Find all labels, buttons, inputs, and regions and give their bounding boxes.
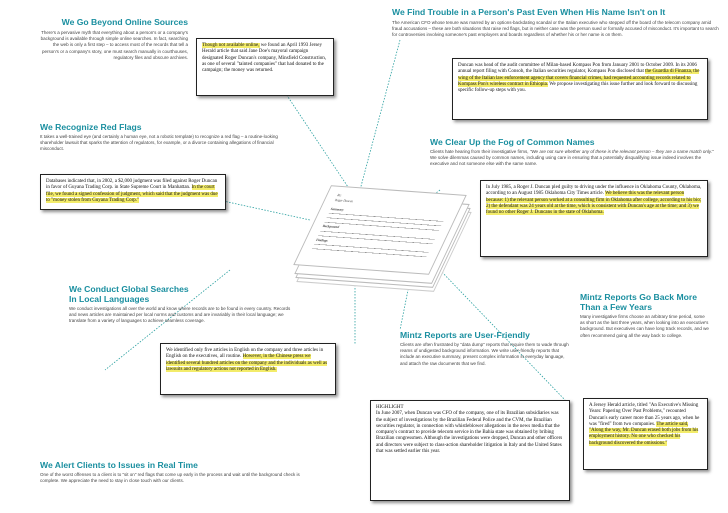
excerpt-highlight: In the court file, we found a signed confession of judgment, which said that the judgment was due to "money stolen from Guyana Trading Corp." — [46, 185, 218, 203]
excerpt-highlight: Though not available online, — [202, 43, 260, 48]
section-heading-friendly: Mintz Reports are User-Friendly — [400, 330, 530, 340]
excerpt-text: we found an April 1993 Jersey Herald article that said Jane Doe's mayoral campaign designated Roger Duncan's company, Minsfield Construction, as one of several "tainted companies" that had donated to the campaign; the money was returned. — [202, 43, 327, 74]
excerpt-box-trouble — [452, 58, 708, 120]
excerpt-text: Duncan was head of the audit committee of Milan-based Kompass Pon from January 2001 to October 2009. In its 2006 annual report filing with Consob, the Italian securities regulator, Kompass Pon disclosed that — [458, 63, 697, 75]
excerpt-box-friendly — [370, 400, 570, 501]
section-heading-redflags: We Recognize Red Flags — [40, 122, 142, 132]
excerpt-text: We identified only five articles in English on the company and three articles in English on the executives, all routine. — [166, 348, 324, 360]
excerpt-label: HIGHLIGHT — [376, 405, 404, 410]
section-heading-global-line1: We Conduct Global Searches — [69, 284, 189, 294]
excerpt-box-redflags — [40, 174, 226, 210]
section-body-names — [430, 149, 715, 168]
section-heading-back-line1: Mintz Reports Go Back More — [580, 292, 697, 302]
section-heading-global — [69, 284, 279, 304]
excerpt-box-online — [196, 38, 334, 96]
report-line: Re: — [336, 192, 343, 198]
section-body-online: There's a pervasive myth that everything about a person's or a company's background is available through simple online searches. In fact, searching the web is only a first step – to access most of the records that tell a person's or a company's story, one must search manually in courthouses, regulatory files and obscure archives. — [40, 30, 188, 60]
excerpt-text: Databases indicated that, in 2002, a $2,000 judgment was filed against Roger Duncan in favor of Guyana Trading Corp. in State Supreme Court in Manhattan. — [46, 179, 218, 191]
connector-trouble — [360, 40, 400, 190]
section-heading-online: We Go Beyond Online Sources — [61, 17, 188, 27]
section-body-global: We conduct investigations all over the world and know where records are to be found in every country. Records and news articles are maintained per local norms and customs and are invariably in their local language; we translate from a variety of languages to achieve seamless coverage. — [69, 306, 291, 324]
section-body-names-prefix: Clients hate hearing from their investigative firms, — [430, 149, 530, 154]
report-line: Roger Duncan — [334, 197, 355, 203]
excerpt-box-names — [480, 180, 708, 257]
section-body-redflags: It takes a well-trained eye (and certainly a human eye, not a robotic template) to recognize a red flag – a routine-looking shareholder lawsuit that sparks the attention of regulators, for example, or a divorce containing allegations of financial misconduct. — [40, 134, 278, 152]
section-body-names-quote: "We are not sure whether any of these is the relevant person – they are a name match only." — [529, 149, 714, 154]
section-body-trouble: The American CFO whose tenure was marred by an options-backdating scandal or the Italian executive who stepped off the board of the telecom company amid fraud accusations – these are both situations that raise red flags, but in neither case was the person sued or formally accused of misconduct. It's important to search for controversies involving someone's past employers and boards regardless of whether his or her name is on them. — [392, 20, 719, 38]
excerpt-highlight: the Guardia di Finanza, the wing of the Italian law enforcement agency that covers financial crimes, had requested accounting records related to Kompass Pon's wireless contract in Ethiopia. — [458, 69, 700, 87]
excerpt-text: In July 1985, a Roger J. Duncan pled guilty to driving under the influence in Oklahoma County, Oklahoma, according to an August 1985 Oklahoma City Times article. — [486, 185, 702, 197]
report-line: Summary — [330, 206, 346, 212]
excerpt-highlight: However, in the Chinese press we identified several hundred articles on the company and the individuals as well as lawsuits and regulatory actions not reported in English. — [166, 354, 328, 372]
excerpt-text: We propose investigating this issue further and look forward to discussing specific follow-up steps with you. — [458, 81, 698, 94]
report-line: Background — [321, 223, 341, 230]
section-body-alert: One of the worst offenses to a client is to "sit on" red flags that come up early in the process and wait until the background check is complete. We appreciate the need to stay in close touch with our clients. — [40, 472, 300, 484]
section-heading-alert: We Alert Clients to Issues in Real Time — [40, 460, 198, 470]
section-heading-back-line2: Than a Few Years — [580, 302, 652, 312]
section-heading-global-line2: In Local Languages — [69, 294, 150, 304]
section-heading-back — [580, 292, 720, 312]
section-body-names-rest: We solve dilemmas caused by common names, including using care in ensuring that a potentially disqualifying issue indeed involves the executive and not someone else with the same name. — [430, 155, 702, 167]
section-body-friendly: Clients are often frustrated by "data dump" reports that require them to wade through reams of undigested background information. We write user-friendly reports that include an executive summary, present complex information in everyday language, and attach the raw documents that we find. — [400, 342, 569, 366]
excerpt-box-global — [160, 343, 336, 395]
report-line: Findings — [315, 237, 329, 243]
section-heading-names: We Clear Up the Fog of Common Names — [430, 137, 595, 147]
excerpt-text: In June 2007, when Duncan was CFO of the company, one of its Brazilian subsidiaries was the subject of investigations by the Brazilian Federal Police and the CVM, the Brazilian securities regulator, in connection with whistleblower allegations in the news media that the company's contract to provide telecom service in the Bahia state was obtained by bribing Brazilian congressmen. Although the investigations were dropped, Duncan and other officers and directors were subject to class-action shareholder litigation in Italy and the United States that was settled earlier this year. — [376, 411, 563, 455]
section-heading-trouble: We Find Trouble in a Person's Past Even When His Name Isn't on It — [392, 7, 666, 17]
excerpt-text: A Jersey Herald article, titled "An Executive's Missing Years: Papering Over Past Problems," recounted Duncan's early career more than 25 years ago, when he was "fired" from two companies. — [589, 403, 700, 427]
section-body-back: Many investigative firms choose an arbitrary time period, some as short as the last three years, when looking into an executive's background. But executives can have long track records, and we often recommend going all the way back to college. — [580, 314, 709, 338]
excerpt-highlight: The article said, "Along the way, Mr. Duncan erased both jobs from his employment history. No one who checked his background discovered the omissions." — [589, 421, 699, 446]
excerpt-highlight: We believe this was the relevant person because: 1) the relevant person worked at a consulting firm in Oklahoma after college, according to his bio; 2) the defendant was 24 years old at the time, which is consistent with Duncan's age at the time; and 3) we found no other Roger J. Duncans in the state of Oklahoma. — [486, 191, 702, 216]
excerpt-box-back — [583, 398, 708, 470]
